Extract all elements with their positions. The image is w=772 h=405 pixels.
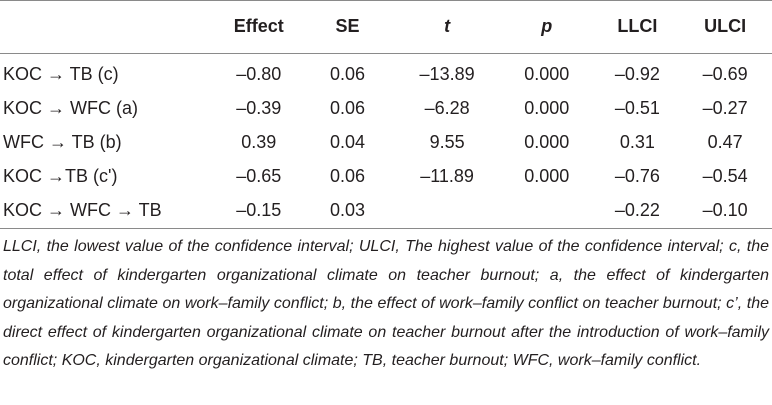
row-label: WFC → TB (b) bbox=[3, 131, 122, 152]
table-row bbox=[0, 91, 772, 125]
cell-llci: –0.76 bbox=[614, 165, 660, 186]
cell-se: 0.06 bbox=[329, 97, 365, 118]
table-bottom-rule bbox=[0, 228, 772, 229]
cell-effect: –0.80 bbox=[236, 63, 282, 84]
header-p: p bbox=[541, 16, 553, 36]
header-effect: Effect bbox=[233, 16, 284, 36]
cell-t: –13.89 bbox=[419, 63, 475, 84]
header-path bbox=[0, 0, 220, 53]
cell-p: 0.000 bbox=[524, 63, 570, 84]
cell-llci: –0.51 bbox=[614, 97, 660, 118]
row-label: KOC → WFC → TB bbox=[3, 199, 162, 220]
table-row bbox=[0, 53, 772, 91]
cell-p: 0.000 bbox=[524, 165, 570, 186]
cell-p bbox=[497, 193, 597, 227]
cell-llci: –0.92 bbox=[614, 63, 660, 84]
cell-se: 0.06 bbox=[329, 165, 365, 186]
table-row bbox=[0, 125, 772, 159]
cell-t: 9.55 bbox=[429, 131, 465, 152]
cell-ulci: –0.54 bbox=[702, 165, 748, 186]
row-label: KOC → WFC (a) bbox=[3, 97, 138, 118]
cell-llci: –0.22 bbox=[614, 199, 660, 220]
cell-t bbox=[397, 193, 497, 227]
cell-se: 0.03 bbox=[329, 199, 365, 220]
cell-se: 0.06 bbox=[329, 63, 365, 84]
cell-llci: 0.31 bbox=[619, 131, 655, 152]
cell-ulci: –0.10 bbox=[702, 199, 748, 220]
table-header-row bbox=[0, 0, 772, 53]
cell-p: 0.000 bbox=[524, 131, 570, 152]
row-label: KOC →TB (c') bbox=[3, 165, 118, 186]
cell-effect: –0.15 bbox=[236, 199, 282, 220]
cell-ulci: –0.69 bbox=[702, 63, 748, 84]
header-se: SE bbox=[335, 16, 360, 36]
header-t: t bbox=[444, 16, 451, 36]
cell-p: 0.000 bbox=[524, 97, 570, 118]
table-footnote: LLCI, the lowest value of the confidence interval; ULCI, The highest value of the confidence interval; c, the total effect of kindergarten organizational climate on teacher burnout; a, the effect of kindergarten organizational climate on work–family conflict; b, the effect of work–family conflict on teacher burnout; c’, the direct effect of kindergarten organizational climate on teacher burnout after the introduction of work–family conflict; KOC, kindergarten organizational climate; TB, teacher burnout; WFC, work–family conflict. bbox=[3, 238, 769, 370]
cell-t: –11.89 bbox=[420, 165, 474, 186]
cell-effect: 0.39 bbox=[241, 131, 277, 152]
table-row bbox=[0, 159, 772, 193]
row-label: KOC → TB (c) bbox=[3, 63, 119, 84]
table-row bbox=[0, 193, 772, 227]
cell-effect: –0.39 bbox=[236, 97, 282, 118]
cell-t: –6.28 bbox=[424, 97, 470, 118]
cell-ulci: 0.47 bbox=[707, 131, 743, 152]
cell-ulci: –0.27 bbox=[702, 97, 748, 118]
cell-effect: –0.65 bbox=[236, 165, 282, 186]
header-ulci: ULCI bbox=[704, 16, 747, 36]
cell-se: 0.04 bbox=[329, 131, 365, 152]
header-llci: LLCI bbox=[617, 16, 658, 36]
